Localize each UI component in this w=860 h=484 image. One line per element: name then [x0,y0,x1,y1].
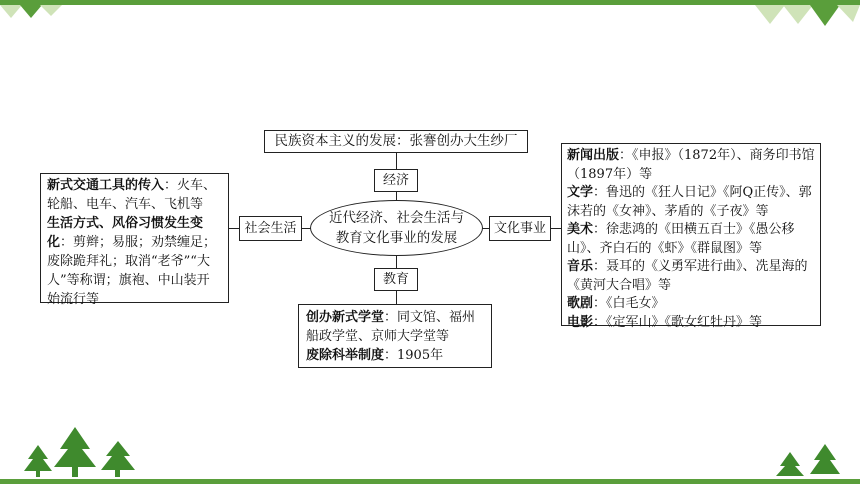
education-detail-box [298,304,492,368]
top-accent-bar [0,0,860,5]
branch-culture: 文化事业 [489,216,551,241]
bottom-accent-bar [0,479,860,484]
connector-education-detail [396,290,397,304]
top-right-triangles-decoration [755,0,860,28]
art-heading: 美术 [567,222,594,237]
new-schools-heading: 创办新式学堂 [306,310,385,325]
new-schools-text: ：同文馆、福州船政学堂、京师大学堂等 [306,310,476,344]
lifestyle-heading: 生活方式、风俗习惯发生变化 [47,216,204,250]
social-life-detail-box [40,173,229,307]
literature-heading: 文学 [567,185,594,200]
film-text: ：《定军山》《歌女红牡丹》等 [593,314,763,330]
news-heading: 新闻出版 [567,148,620,163]
education-text [306,308,484,365]
bottom-left-trees-decoration [20,425,140,480]
center-topic-line1: 近代经济、社会生活与 [329,210,464,226]
connector-social-detail [229,228,239,229]
connector-economy-detail [396,152,397,169]
center-topic-line2: 教育文化事业的发展 [335,230,458,246]
social-life-text [47,176,222,309]
film-heading: 电影 [567,314,594,330]
bottom-right-trees-decoration [770,440,850,480]
art-text: ：徐悲鸿的《田横五百士》《愚公移山》、齐白石的《虾》《群鼠图》等 [567,222,795,256]
opera-heading: 歌剧 [567,296,594,311]
top-left-triangles-decoration [0,0,70,20]
economy-detail-box: 民族资本主义的发展：张謇创办大生纱厂 [264,130,528,153]
transport-text: ：火车、轮船、电车、汽车、飞机等 [47,178,217,212]
connector-education-center [396,254,397,268]
news-text: ：《申报》（1872年）、商务印书馆（1897年）等 [567,148,815,182]
transport-heading: 新式交通工具的传入 [47,178,165,193]
exam-abolition-text: ：1905年 [384,348,444,363]
lifestyle-text: ：剪辫；易服；劝禁缠足；废除跪拜礼；取消“老爷”“大人”等称谓；旗袍、中山装开始流行等 [47,235,217,307]
branch-education: 教育 [374,268,418,291]
branch-economy: 经济 [374,169,418,192]
culture-detail-box [561,143,821,330]
exam-abolition-heading: 废除科举制度 [306,348,385,363]
music-heading: 音乐 [567,259,594,274]
opera-text: ：《白毛女》 [593,296,665,311]
music-text: ：聂耳的《义勇军进行曲》、冼星海的《黄河大合唱》等 [567,259,808,293]
center-topic-oval [310,200,483,256]
branch-social-life: 社会生活 [239,216,302,241]
connector-culture-detail [551,228,561,229]
literature-text: ：鲁迅的《狂人日记》《阿Q正传》、郭沫若的《女神》、茅盾的《子夜》等 [567,185,812,219]
culture-text [567,147,815,332]
